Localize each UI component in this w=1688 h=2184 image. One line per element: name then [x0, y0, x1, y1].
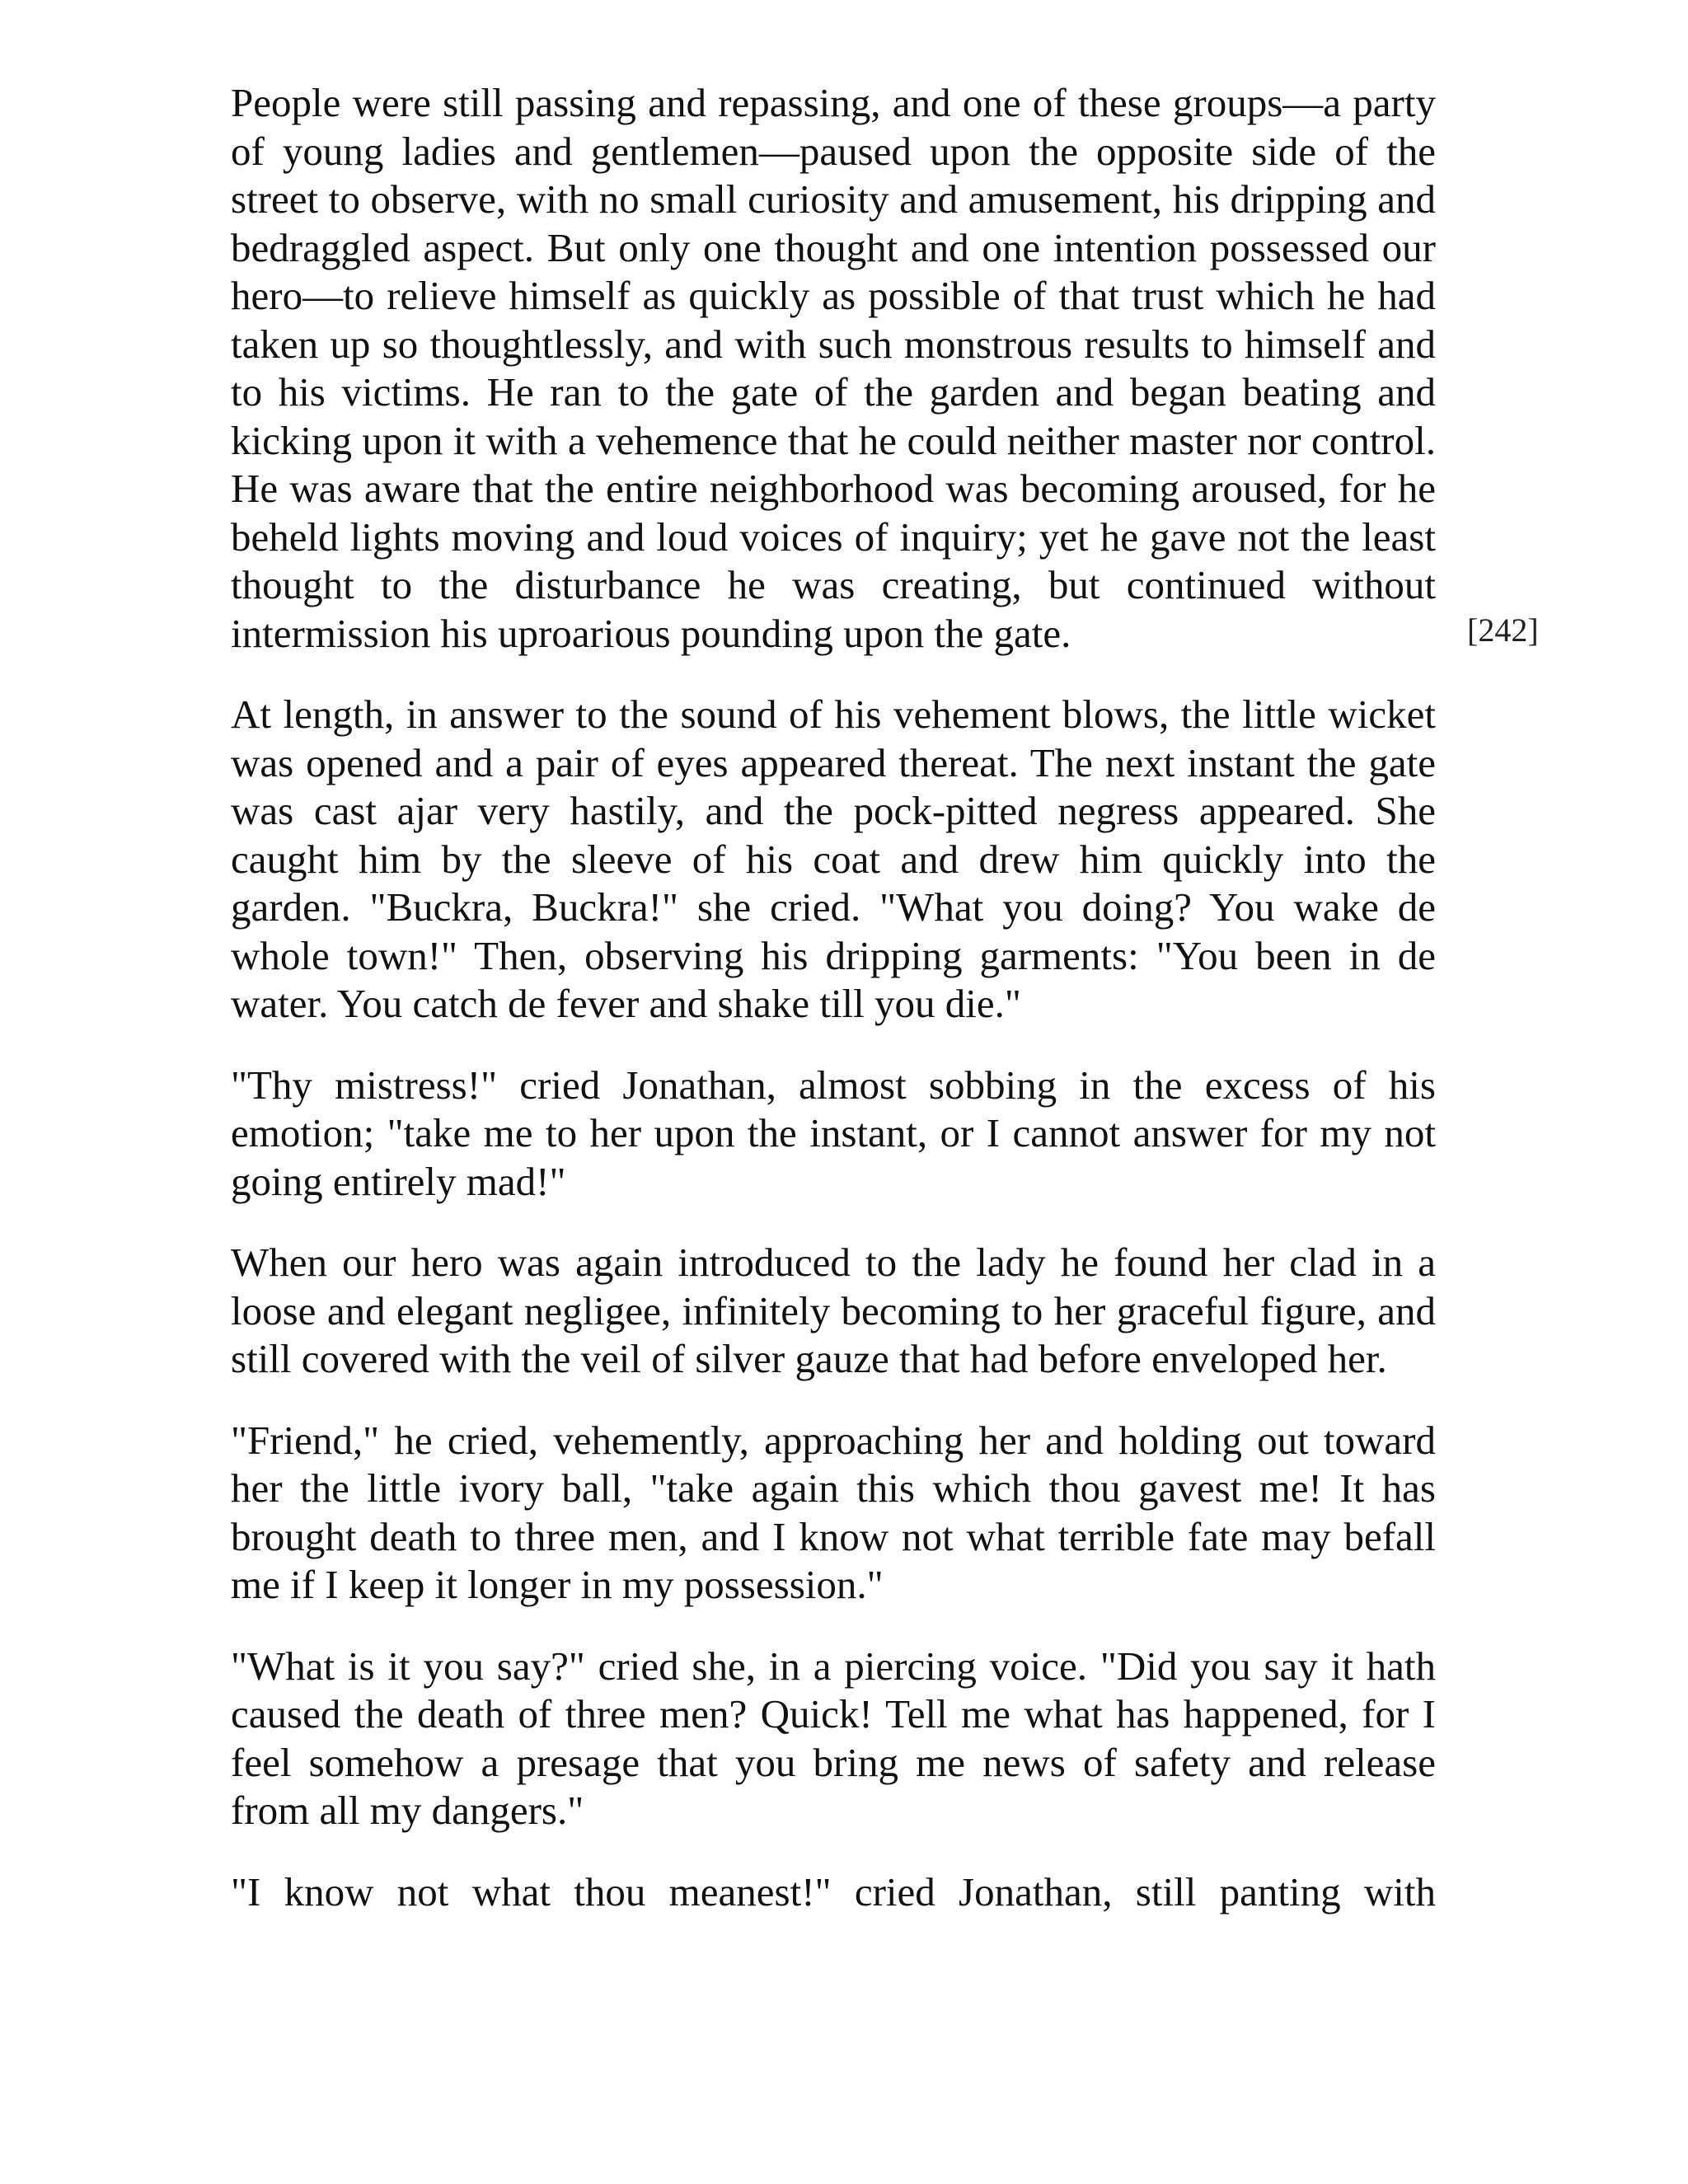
paragraph-3: "Thy mistress!" cried Jonathan, almost sobbing in the excess of his emotion; "take me to her upon the instant, or I cannot answer for my not going entirely mad!" — [231, 1062, 1436, 1204]
paragraph-5: "Friend," he cried, vehemently, approaching her and holding out toward her the little ivory ball, "take again this which thou gavest me! It has brought death to three men, and I know not what terrible fate may befall me if I keep it longer in my possession." — [231, 1417, 1436, 1607]
paragraph-7: "I know not what thou meanest!" cried Jonathan, still panting with — [231, 1868, 1436, 1915]
paragraph-1: People were still passing and repassing, and one of these groups—a party of young ladies and gentlemen—paused upon the opposite side of the street to observe, with no small curiosity and amusement, his dripping and bedraggled aspect. But only one thought and one intention possessed our hero—to relieve himself as quickly as possible of that trust which he had taken up so thoughtlessly, and with such monstrous results to himself and to his victims. He ran to the gate of the garden and began beating and kicking upon it with a vehemence that he could neither master nor control. He was aware that the entire neighborhood was becoming aroused, for he beheld lights moving and loud voices of inquiry; yet he gave not the least thought to the disturbance he was creating, but continued without intermission his uproarious pounding upon the gate. — [231, 80, 1436, 656]
paragraph-4: When our hero was again introduced to the lady he found her clad in a loose and elegant negligee, infinitely becoming to her graceful figure, and still covered with the veil of silver gauze that had before enveloped her. — [231, 1240, 1436, 1381]
book-page-text — [231, 79, 1436, 1949]
paragraph-2: At length, in answer to the sound of his vehement blows, the little wicket was opened and a pair of eyes appeared thereat. The next instant the gate was cast ajar very hastily, and the pock-pitted negress appeared. She caught him by the sleeve of his coat and drew him quickly into the garden. "Buckra, Buckra!" she cried. "What you doing? You wake de whole town!" Then, observing his dripping garments: "You been in de water. You catch de fever and shake till you die." — [231, 691, 1436, 1026]
paragraph-6: "What is it you say?" cried she, in a piercing voice. "Did you say it hath caused the death of three men? Quick! Tell me what has happened, for I feel somehow a presage that you bring me news of safety and release from all my dangers." — [231, 1643, 1436, 1833]
page-number-marker: [242] — [1467, 612, 1539, 649]
